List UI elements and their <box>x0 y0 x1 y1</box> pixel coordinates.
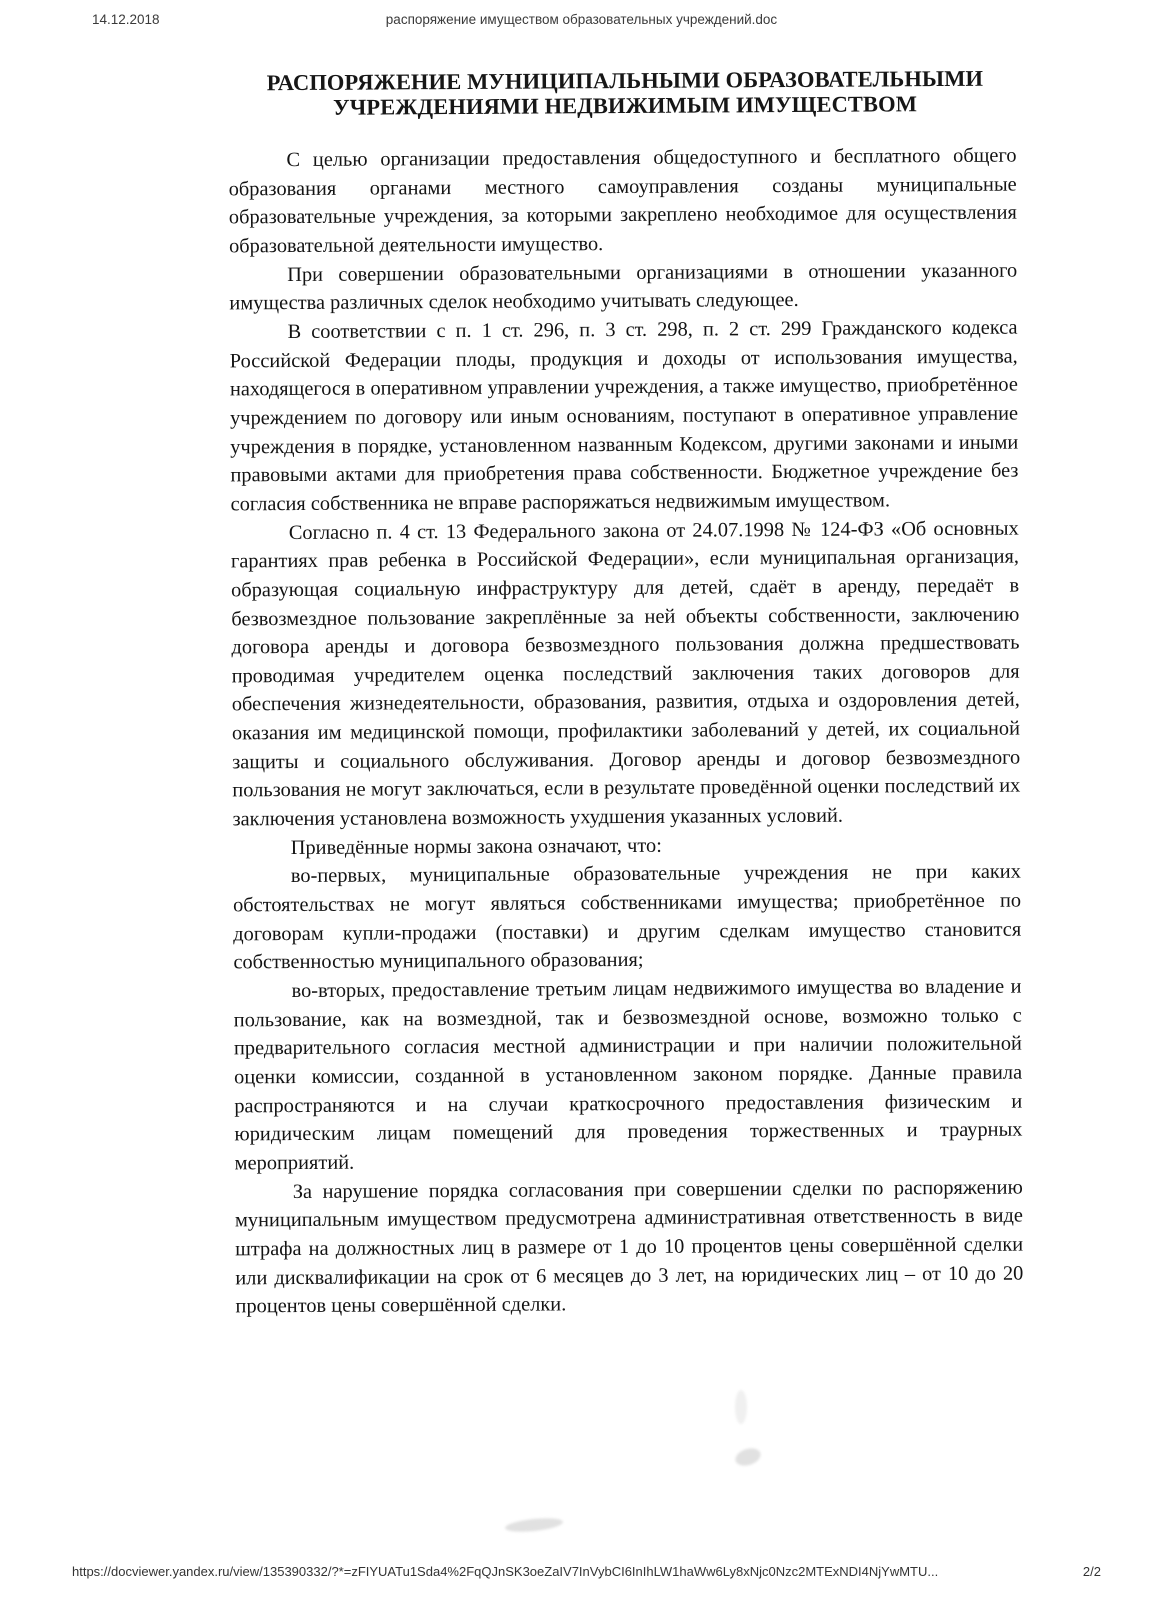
scan-artifact <box>505 1516 564 1534</box>
paragraph: Согласно п. 4 ст. 13 Федерального закона от 24.07.1998 № 124-ФЗ «Об основных гарантиях прав ребенка в Российской Федерации», если муниципальная организация, образующая социальную инфраструктуру для детей, сдаёт в аренду, передаёт в безвозмездное пользование закреплённые за ней объекты собственности, заключению договора аренды и договора безвозмездного пользования должна предшествовать проводимая учредителем оценка последствий заключения таких договоров для обеспечения жизнедеятельности, образования, развития, отдыха и оздоровления детей, оказания им медицинской помощи, профилактики заболеваний у детей, их социальной защиты и социального обслуживания. Договор аренды и договор безвозмездного пользования не могут заключаться, если в результате проведённой оценки последствий их заключения установлена возможность ухудшения указанных условий. <box>230 517 1021 831</box>
page-indicator: 2/2 <box>1082 1564 1101 1579</box>
paragraph: во-вторых, предоставление третьим лицам недвижимого имущества во владение и пользование, как на возмездной, так и безвозмездной основе, возможно только с предварительного согласия местной администрации и при наличии положительной оценки комиссии, созданной в установленном законом порядке. Данные правила распространяются и на случаи краткосрочного предоставления физическим и юридическим лицам помещений для проведения торжественных и траурных мероприятий. <box>233 975 1023 1175</box>
scan-artifact <box>733 1445 763 1468</box>
paragraph: Приведённые нормы закона означают, что: <box>290 834 662 859</box>
browser-print-header <box>0 12 1163 32</box>
paragraph: во-первых, муниципальные образовательные учреждения не при каких обстоятельствах не могут являться собственниками имущества; приобретённое по договорам купли-продажи (поставки) и другим сделкам имущество становится собственностью муниципального образования; <box>232 860 1022 974</box>
paragraph: При совершении образовательными организациями в отношении указанного имущества различных сделок необходимо учитывать следующее. <box>229 259 1018 315</box>
scanned-document-page <box>0 52 1163 1532</box>
browser-print-footer <box>0 1564 1163 1584</box>
document-body <box>228 142 1023 1322</box>
source-url: https://docviewer.yandex.ru/view/135390332/?*=zFIYUATu1Sda4%2FqQJnSK3oeZaIV7InVybCI6InIhLW1haWw6Ly8xNjc0Nzc2MTExNDI4NjYwMTU... <box>72 1564 939 1579</box>
paragraph: С целью организации предоставления общедоступного и бесплатного общего образования органами местного самоуправления созданы муниципальные образовательные учреждения, за которыми закреплено необходимое для осуществления образовательной деятельности имущество. <box>228 144 1017 258</box>
paragraph: За нарушение порядка согласования при совершении сделки по распоряжению муниципальным имуществом предусмотрена административная ответственность в виде штрафа на должностных лиц в размере от 1 до 10 процентов цены совершённой сделки или дисквалификации на срок от 6 месяцев до 3 лет, на юридических лиц – от 10 до 20 процентов цены совершённой сделки. <box>234 1176 1024 1318</box>
print-document-name: распоряжение имуществом образовательных учреждений.doc <box>385 12 778 27</box>
print-date: 14.12.2018 <box>92 12 160 27</box>
paragraph: В соответствии с п. 1 ст. 296, п. 3 ст. 298, п. 2 ст. 299 Гражданского кодекса Российской Федерации плоды, продукция и доходы от использования имущества, находящегося в оперативном управлении учреждения, а также имущество, приобретённое учреждением по договору или иным основаниям, поступают в оперативное управление учреждения в порядке, установленном названным Кодексом, другими законами и иными правовыми актами для приобретения права собственности. Бюджетное учреждение без согласия собственника не вправе распоряжаться недвижимым имуществом. <box>229 316 1019 516</box>
scan-artifact <box>735 1390 747 1424</box>
page-title: РАСПОРЯЖЕНИЕ МУНИЦИПАЛЬНЫМИ ОБРАЗОВАТЕЛЬНЫМИ УЧРЕЖДЕНИЯМИ НЕДВИЖИМЫМ ИМУЩЕСТВОМ <box>266 65 984 120</box>
